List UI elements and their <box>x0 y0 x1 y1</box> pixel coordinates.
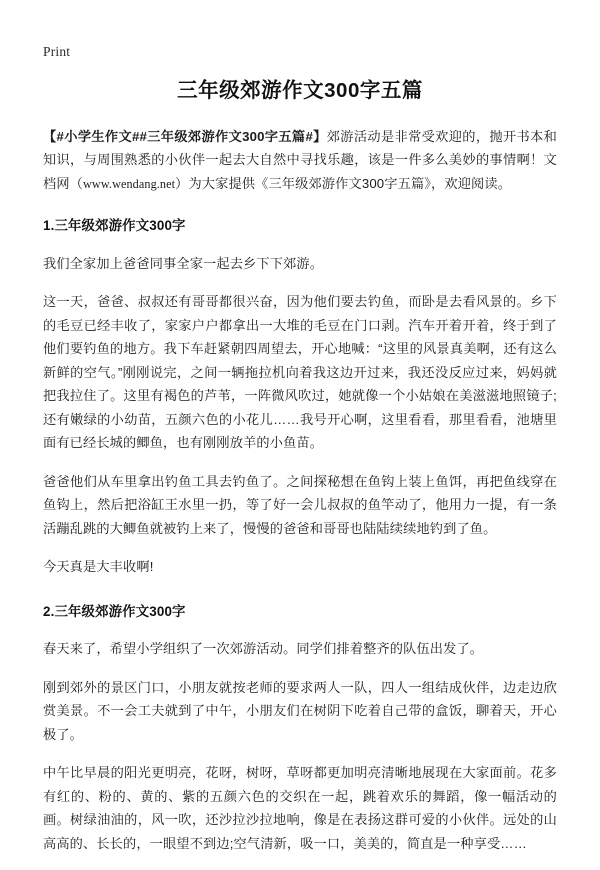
section-1-paragraph-2: 这一天，爸爸、叔叔还有哥哥都很兴奋，因为他们要去钓鱼，而卧是去看风景的。乡下的毛豆已经丰收了，家家户户都拿出一大堆的毛豆在门口剥。汽车开着开着，终于到了他们要钓鱼的地方。我下车赶紧朝四周望去，开心地喊：“这里的风景真美啊，还有这么新鲜的空气。”刚刚说完，之间一辆拖拉机向着我这边开过来，我还没反应过来，妈妈就把我拉住了。这里有褐色的芦苇，一阵微风吹过，她就像一个小姑娘在美滋滋地照镜子;还有嫩绿的小幼苗，五颜六色的小花儿……我号开心啊，这里看看，那里看看，池塘里面有已经长城的鲫鱼，也有刚刚放羊的小鱼苗。 <box>43 294 557 451</box>
article-section-2 <box>43 601 557 855</box>
section-1-paragraph-3: 爸爸他们从车里拿出钓鱼工具去钓鱼了。之间探秘想在鱼钩上装上鱼饵，再把鱼线穿在鱼钩上，然后把浴缸王水里一扔，等了好一会儿叔叔的鱼竿动了，他用力一提，有一条活蹦乱跳的大鲫鱼就被钓上来了，慢慢的爸爸和哥哥也陆陆续续地钓到了鱼。 <box>43 473 557 536</box>
print-toolbar <box>43 44 70 60</box>
section-heading-1: 1.三年级郊游作文300字 <box>43 218 186 234</box>
lead-text-after-url: ）为大家提供《三年级郊游作文300字五篇》，欢迎阅读。 <box>175 175 512 191</box>
section-1-paragraph-4: 今天真是大丰收啊! <box>43 559 154 575</box>
section-heading-2: 2.三年级郊游作文300字 <box>43 603 186 619</box>
print-link[interactable]: Print <box>43 44 71 59</box>
lead-hashtag: 【#小学生作文##三年级郊游作文300字五篇#】 <box>43 128 327 144</box>
section-2-paragraph-1: 春天来了，希望小学组织了一次郊游活动。同学们排着整齐的队伍出发了。 <box>43 641 484 657</box>
section-1-paragraph-1: 我们全家加上爸爸同事全家一起去乡下下郊游。 <box>43 255 324 271</box>
source-url: www.wendang.net <box>83 176 176 191</box>
section-2-paragraph-3: 中午比早晨的阳光更明亮，花呀，树呀，草呀都更加明亮清晰地展现在大家面前。花多有红的、粉的、黄的、紫的五颜六色的交织在一起，跳着欢乐的舞蹈，像一幅活动的画。树绿油油的，风一吹，还沙拉沙拉地响，像是在表扬这群可爱的小伙伴。远处的山高高的、长长的，一眼望不到边;空气清新，吸一口，美美的，简直是一种享受…… <box>43 765 557 851</box>
section-divider-spacer <box>43 594 557 601</box>
lead-text-before-url: 郊游活动是非常受欢迎的，抛开书本和知识，与周围熟悉的小伙伴一起去大自然中寻找乐趣，该是一件多么美妙的事情啊！文档网（ <box>43 128 557 191</box>
lead-paragraph <box>43 125 557 196</box>
article-content <box>43 78 557 870</box>
page-title: 三年级郊游作文300字五篇 <box>177 79 423 102</box>
section-2-paragraph-2: 刚到郊外的景区门口，小朋友就按老师的要求两人一队，四人一组结成伙伴，边走边欣赏美景。不一会工夫就到了中午，小朋友们在树阴下吃着自己带的盒饭，聊着天，开心极了。 <box>43 679 557 742</box>
article-section-1 <box>43 215 557 578</box>
